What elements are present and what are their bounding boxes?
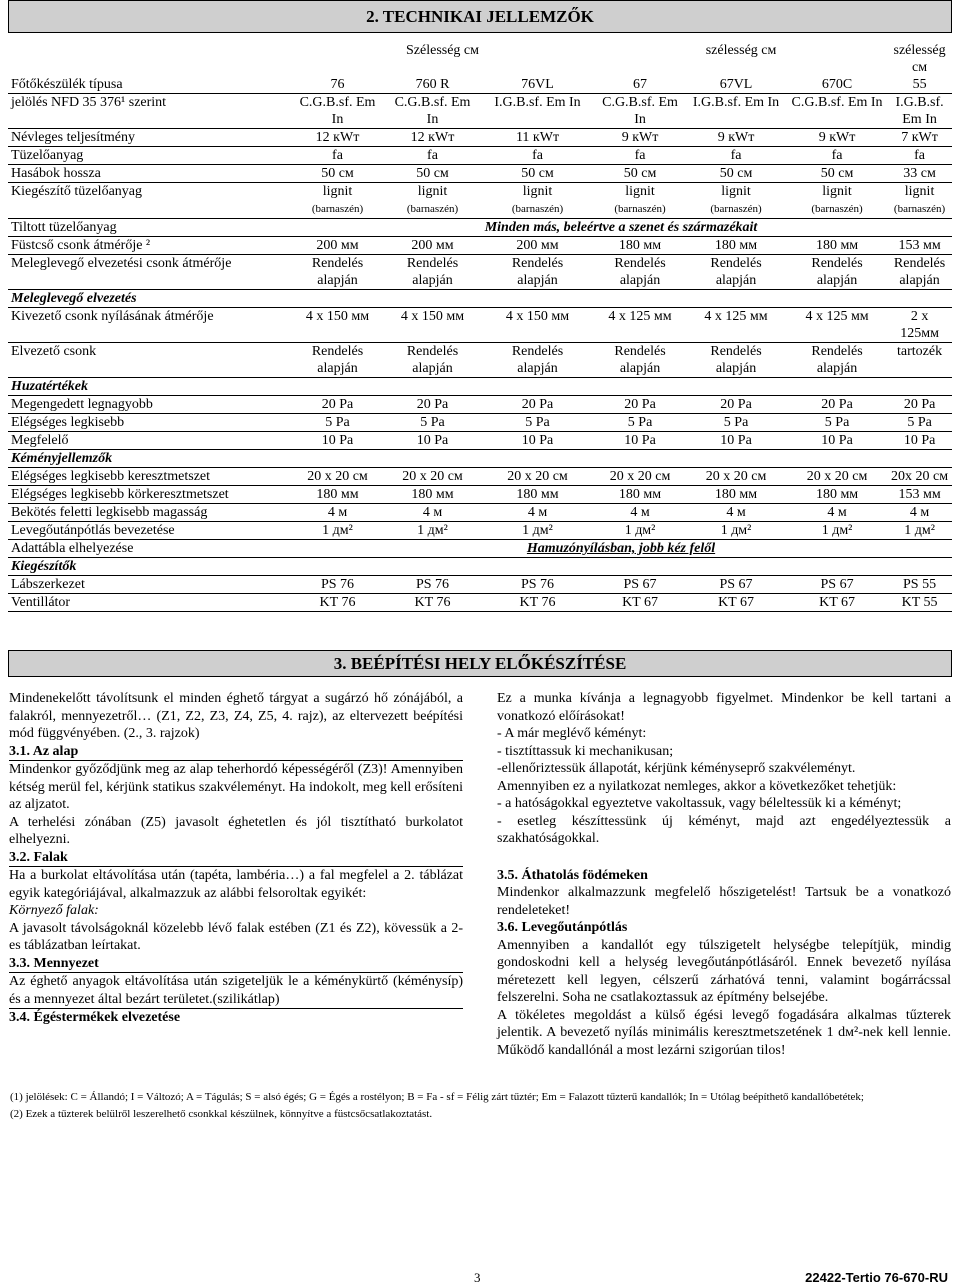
footnote-2: (2) Ezek a tűzterek belülről leszerelhető csonkkal készülnek, könnyítve a füstcsőcsatlakoztatást. [10, 1108, 433, 1120]
heading-3-4: 3.4. Égéstermékek elvezetése [9, 1008, 463, 1027]
value-cell: 5 Pa [685, 414, 787, 432]
draft-section [8, 378, 952, 396]
value-cell: fa [887, 147, 952, 165]
paragraph-3-5: Mindenkor alkalmazzunk megfelelő hőszigetelést! Tartsuk be a vonatkozó rendeleteket! [497, 885, 951, 918]
section-label: Huzatértékek [8, 378, 952, 396]
value-cell: 10 Pa [595, 432, 685, 450]
cell-text: alapján [412, 361, 453, 376]
value-cell: 20 x 20 см [595, 468, 685, 486]
row-label: Elvezető csonk [8, 343, 290, 378]
row-label: Lábszerkezet [8, 576, 290, 594]
value-cell [595, 183, 685, 219]
value-cell: 20 Pa [480, 396, 595, 414]
cell-text: alapján [715, 273, 757, 288]
footnotes [10, 1090, 950, 1124]
section-2-title: 2. TECHNIKAI JELLEMZŐK [8, 0, 952, 33]
value-cell: 20 Pa [887, 396, 952, 414]
cell-text: lignit [322, 184, 353, 199]
fan-row [8, 594, 952, 612]
paragraph-3-3: Az éghető anyagok eltávolítása után szigeteljük le a kéménykürtő (kéménysíp) és a mennyezet által bezárt területet.(szilikátlap) [9, 974, 463, 1007]
width-header: Szélesség см [406, 43, 480, 58]
list-line-4: - a hatóságokkal egyeztetve vakoltassuk, vagy béleltessük ki a kéményt; [497, 796, 902, 811]
cell-text: Rendelés [710, 344, 762, 359]
page-number: 3 [474, 1270, 481, 1285]
technical-spec-table [8, 42, 952, 612]
value-cell: 10 Pa [385, 432, 480, 450]
value-cell: 20 x 20 см [685, 468, 787, 486]
cell-text: Rendelés [406, 256, 459, 271]
value-cell: 4 x 125 мм [595, 308, 685, 343]
value-cell: 12 кWт [290, 129, 385, 147]
value-cell: 10 Pa [480, 432, 595, 450]
value-cell: 50 см [385, 165, 480, 183]
value-cell [787, 255, 887, 290]
cell-text: Rendelés [710, 256, 762, 271]
value-cell: 4 м [887, 504, 952, 522]
min-draft-row [8, 414, 952, 432]
value-cell: KT 67 [787, 594, 887, 612]
row-label: Füstcső csonk átmérője ² [8, 237, 290, 255]
value-cell: PS 76 [290, 576, 385, 594]
value-cell: fa [787, 147, 887, 165]
cell-text: lignit [721, 184, 751, 199]
outlet-row [8, 308, 952, 343]
value-cell [787, 343, 887, 378]
value-cell: 4 x 150 мм [290, 308, 385, 343]
warm-air-section [8, 290, 952, 308]
value-cell [385, 183, 480, 219]
row-label: Főtőkészülék típusa [8, 76, 290, 94]
value-cell: 20 x 20 см [480, 468, 595, 486]
value-cell: 4 x 150 мм [480, 308, 595, 343]
heading-3-3: 3.3. Mennyezet [9, 955, 463, 974]
section-label: Meleglevegő elvezetés [8, 290, 952, 308]
heading-3-6: 3.6. Levegőutánpótlás [497, 920, 628, 935]
width-header-row [8, 42, 952, 76]
value-cell: KT 67 [595, 594, 685, 612]
air-row [8, 522, 952, 540]
document-code: 22422-Tertio 76-670-RU [805, 1270, 948, 1285]
value-cell: 9 кWт [787, 129, 887, 147]
value-cell: 5 Pa [787, 414, 887, 432]
cell-text: (barnaszén) [406, 203, 459, 215]
row-label: Megengedett legnagyobb [8, 396, 290, 414]
value-cell: KT 76 [480, 594, 595, 612]
value-cell: fa [685, 147, 787, 165]
list-line-2: - tisztíttassuk ki mechanikusan; [497, 743, 674, 759]
value-cell: 5 Pa [595, 414, 685, 432]
value-cell [290, 255, 385, 290]
value-cell: 5 Pa [290, 414, 385, 432]
value-cell [595, 255, 685, 290]
left-column [9, 690, 463, 1027]
row-label: Hasábok hossza [8, 165, 290, 183]
chimney-section [8, 450, 952, 468]
value-cell: C.G.B.sf. Em In [385, 94, 480, 129]
value-cell: 153 мм [887, 486, 952, 504]
flue-row [8, 237, 952, 255]
value-cell: PS 67 [685, 576, 787, 594]
value-cell: 1 дм² [787, 522, 887, 540]
value-cell: 670C [787, 76, 887, 94]
right-paragraph-2: Amennyiben ez a nyilatkozat nemleges, akkor a következőket tehetjük: [497, 778, 897, 794]
value-cell: 1 дм² [595, 522, 685, 540]
cell-text: (barnaszén) [811, 203, 863, 215]
value-cell: 200 мм [480, 237, 595, 255]
cell-text: lignit [522, 184, 553, 199]
value-cell: 180 мм [787, 486, 887, 504]
section-3-title: 3. BEÉPÍTÉSI HELY ELŐKÉSZÍTÉSE [8, 650, 952, 677]
value-cell: PS 67 [595, 576, 685, 594]
value-cell: PS 67 [787, 576, 887, 594]
value-cell: 10 Pa [887, 432, 952, 450]
paragraph-3-2a: Ha a burkolat eltávolítása után (tapéta, lambéria…) a fal megfelel a 2. táblázat egyik kategóriájával, alkalmazzuk az alábbi felsoroltak egyikét: [9, 868, 463, 901]
value-cell: 20 x 20 см [290, 468, 385, 486]
value-cell: KT 76 [290, 594, 385, 612]
height-row [8, 504, 952, 522]
value-cell: KT 55 [887, 594, 952, 612]
row-label: Bekötés feletti legkisebb magasság [8, 504, 290, 522]
cell-text: (barnaszén) [614, 203, 666, 215]
width-header: szélesség см [893, 43, 946, 75]
cell-text: Rendelés [406, 344, 459, 359]
footnote-1: (1) jelölések: C = Állandó; I = Változó; A = Tágulás; S = alsó égés; G = Égés a rostélyon; B = Fa - sf = Félig zárt tűztér; Em = Falazott tűzterű kandallók; In = Utólag beépíthető kandallóbetétek; [10, 1091, 864, 1103]
value-cell: I.G.B.sf. Em In [480, 94, 595, 129]
row-label: Tiltott tüzelőanyag [8, 219, 290, 237]
plate-row [8, 540, 952, 558]
value-cell: 760 R [385, 76, 480, 94]
paragraph-3-1a: Mindenkor győződjünk meg az alap teherhordó képességéről (Z3)! Amennyiben kétség merül fel, kérjünk statikus szakvéleményt. Ha indokolt, meg kell erősíteni az aljzatot. [9, 762, 463, 812]
forbidden-row [8, 219, 952, 237]
row-label: jelölés NFD 35 376¹ szerint [8, 94, 290, 129]
cell-text: lignit [904, 184, 935, 199]
value-cell: 4 x 125 мм [787, 308, 887, 343]
value-cell: 180 мм [685, 237, 787, 255]
cell-text: (barnaszén) [893, 203, 946, 215]
cell-text: Rendelés [811, 344, 863, 359]
value-cell: 10 Pa [685, 432, 787, 450]
value-cell: fa [480, 147, 595, 165]
value-cell: 180 мм [595, 486, 685, 504]
row-label: Kivezető csonk nyílásának átmérője [8, 308, 290, 343]
value-cell: 33 см [887, 165, 952, 183]
value-cell: 67VL [685, 76, 787, 94]
row-label: Kiegészítő tüzelőanyag [8, 183, 290, 219]
value-cell [685, 255, 787, 290]
subheading-walls: Környező falak: [9, 903, 99, 918]
value-cell: 180 мм [480, 486, 595, 504]
value-cell: 200 мм [290, 237, 385, 255]
value-cell: 1 дм² [290, 522, 385, 540]
circ-row [8, 486, 952, 504]
cell-text: alapján [412, 273, 453, 288]
section-label: Kéményjellemzők [8, 450, 952, 468]
width-header: szélesség см [705, 43, 777, 58]
value-cell: 7 кWт [887, 129, 952, 147]
value-cell: 11 кWт [480, 129, 595, 147]
paragraph-3-2b: A javasolt távolságoknál közelebb lévő falak estében (Z1 és Z2), kövessük a 2-es táblázatban leírtakat. [9, 920, 463, 953]
value-cell: KT 67 [685, 594, 787, 612]
value-cell: C.G.B.sf. Em In [787, 94, 887, 129]
value-cell: 20x 20 см [887, 468, 952, 486]
value-cell: 4 x 150 мм [385, 308, 480, 343]
value-cell: 1 дм² [385, 522, 480, 540]
cell-text: (barnaszén) [511, 203, 564, 215]
list-line-1: - A már meglévő kéményt: [497, 726, 647, 741]
value-cell: 76VL [480, 76, 595, 94]
value-cell [887, 255, 952, 290]
cell-text: alapján [816, 273, 858, 288]
cell-text: alapján [899, 273, 940, 288]
value-cell [290, 343, 385, 378]
value-cell: fa [595, 147, 685, 165]
row-label: Adattábla elhelyezése [8, 540, 290, 558]
heading-3-2: 3.2. Falak [9, 849, 463, 868]
value-cell: tartozék [887, 343, 952, 378]
value-cell [685, 343, 787, 378]
list-line-3: -ellenőriztessük állapotát, kérjünk kéményseprő szakvéleményt. [497, 761, 856, 776]
value-cell: 20 Pa [685, 396, 787, 414]
cell-text: Rendelés [511, 344, 564, 359]
value-cell: 180 мм [685, 486, 787, 504]
cross-row [8, 468, 952, 486]
value-cell [385, 255, 480, 290]
cell-text: Rendelés [811, 256, 863, 271]
paragraph-3-6b: A tökéletes megoldást a külső égési levegő fogadására alkalmas tűzterek jelentik. A bevezető nyílás minimális keresztmetszetének 1 dм²-nek kell lennie. Működő kandallónál a most lezárni szigorúan tilos! [497, 1007, 951, 1058]
value-cell: 50 см [480, 165, 595, 183]
cell-text: Rendelés [311, 344, 364, 359]
value-cell: Hamuzónyílásban, jobb kéz felől [290, 540, 952, 558]
empty-cell [8, 42, 290, 76]
cell-text: alapján [619, 273, 661, 288]
value-cell [887, 183, 952, 219]
row-label: Elégséges legkisebb [8, 414, 290, 432]
cell-text: alapján [317, 361, 358, 376]
value-cell: 5 Pa [385, 414, 480, 432]
section-label: Kiegészítők [8, 558, 952, 576]
value-cell [290, 183, 385, 219]
value-cell: 180 мм [595, 237, 685, 255]
cell-text: lignit [625, 184, 655, 199]
value-cell [595, 343, 685, 378]
value-cell: 20 Pa [290, 396, 385, 414]
heading-3-5: 3.5. Áthatolás födémeken [497, 867, 648, 883]
value-cell: 67 [595, 76, 685, 94]
value-cell: 4 м [480, 504, 595, 522]
value-cell: 180 мм [385, 486, 480, 504]
value-cell: 50 см [290, 165, 385, 183]
value-cell: 4 м [290, 504, 385, 522]
cell-text: alapján [517, 273, 558, 288]
cell-text: alapján [517, 361, 558, 376]
cell-text: Rendelés [614, 256, 666, 271]
extra-fuel-row [8, 183, 952, 219]
cell-text: alapján [715, 361, 757, 376]
value-cell: 180 мм [787, 237, 887, 255]
row-label: Levegőutánpótlás bevezetése [8, 522, 290, 540]
value-cell: fa [385, 147, 480, 165]
value-cell: 20 x 20 см [787, 468, 887, 486]
value-cell: 4 м [595, 504, 685, 522]
value-cell: 1 дм² [887, 522, 952, 540]
value-cell: C.G.B.sf. Em In [595, 94, 685, 129]
value-cell: Minden más, beleértve a szenet és származékait [290, 219, 952, 237]
cell-text: lignit [822, 184, 852, 199]
ok-draft-row [8, 432, 952, 450]
value-cell [480, 255, 595, 290]
value-cell: 10 Pa [787, 432, 887, 450]
right-column [497, 690, 951, 1059]
power-row [8, 129, 952, 147]
value-cell [787, 183, 887, 219]
cell-text: (barnaszén) [311, 203, 364, 215]
cell-text: (barnaszén) [710, 203, 762, 215]
duct-row [8, 343, 952, 378]
value-cell: PS 76 [480, 576, 595, 594]
warm-air-row [8, 255, 952, 290]
value-cell: PS 55 [887, 576, 952, 594]
designation-row [8, 94, 952, 129]
value-cell: 50 см [787, 165, 887, 183]
type-row [8, 76, 952, 94]
value-cell: 5 Pa [887, 414, 952, 432]
value-cell: 5 Pa [480, 414, 595, 432]
value-cell: 20 Pa [787, 396, 887, 414]
value-cell: KT 76 [385, 594, 480, 612]
heading-3-1: 3.1. Az alap [9, 743, 463, 762]
cell-text: Rendelés [893, 256, 946, 271]
row-label: Elégséges legkisebb keresztmetszet [8, 468, 290, 486]
value-cell: 200 мм [385, 237, 480, 255]
value-cell: 9 кWт [685, 129, 787, 147]
right-paragraph-1: Ez a munka kívánja a legnagyobb figyelmet. Mindenkor be kell tartani a vonatkozó előírásokat! [497, 691, 951, 724]
value-cell [385, 343, 480, 378]
value-cell [685, 183, 787, 219]
cell-text: Rendelés [311, 256, 364, 271]
cell-text: Rendelés [511, 256, 564, 271]
value-cell: 12 кWт [385, 129, 480, 147]
value-cell: C.G.B.sf. Em In [290, 94, 385, 129]
value-cell [480, 343, 595, 378]
row-label: Meleglevegő elvezetési csonk átmérője [8, 255, 290, 290]
value-cell: 4 м [685, 504, 787, 522]
row-label: Névleges teljesítmény [8, 129, 290, 147]
value-cell: 153 мм [887, 237, 952, 255]
row-label: Megfelelő [8, 432, 290, 450]
value-cell: 76 [290, 76, 385, 94]
value-cell: 4 м [787, 504, 887, 522]
value-cell: 9 кWт [595, 129, 685, 147]
row-label: Elégséges legkisebb körkeresztmetszet [8, 486, 290, 504]
list-line-5: - esetleg készíttessünk új kéményt, majd azt engedélyeztessük a szakhatóságokkal. [497, 813, 951, 846]
value-cell: I.G.B.sf. Em In [887, 94, 952, 129]
cell-text: lignit [417, 184, 448, 199]
value-cell: 20 Pa [385, 396, 480, 414]
cell-text: alapján [317, 273, 358, 288]
row-label: Ventillátor [8, 594, 290, 612]
cell-text: alapján [619, 361, 661, 376]
fuel-row [8, 147, 952, 165]
value-cell: 1 дм² [685, 522, 787, 540]
value-cell: 4 м [385, 504, 480, 522]
value-cell: 1 дм² [480, 522, 595, 540]
paragraph-3-6a: Amennyiben a kandallót egy túlszigetelt helységbe telepítjük, mindig gondoskodni kell a helység levegőutánpótlásáról. Ennek bevezető nyílása méretezett kell legyen, célszerű zárhatóvá tenni, valamint bogárrácssal felszerelni. Soha ne csatlakoztassuk az építmény belsejébe. [497, 937, 951, 1005]
accessories-section [8, 558, 952, 576]
value-cell: 55 [887, 76, 952, 94]
grid-row [8, 576, 952, 594]
value-cell: 50 см [685, 165, 787, 183]
value-cell [480, 183, 595, 219]
intro-paragraph: Mindenekelőtt távolítsunk el minden éghető tárgyat a sugárzó hő zónájából, a falakról, mennyezetről… (Z1, Z2, Z3, Z4, Z5, 4. rajz), az eltervezett beépítési mód függvényében. (2., 3. rajzok) [9, 691, 463, 741]
value-cell: 20 x 20 см [385, 468, 480, 486]
log-row [8, 165, 952, 183]
value-cell: 10 Pa [290, 432, 385, 450]
value-cell: PS 76 [385, 576, 480, 594]
paragraph-3-1b: A terhelési zónában (Z5) javasolt éghetetlen és jól tisztítható burkolatot elhelyezni. [9, 814, 463, 847]
value-cell: 4 x 125 мм [685, 308, 787, 343]
row-label: Tüzelőanyag [8, 147, 290, 165]
value-cell: 2 x 125мм [887, 308, 952, 343]
value-cell: I.G.B.sf. Em In [685, 94, 787, 129]
cell-text: Rendelés [614, 344, 666, 359]
value-cell: fa [290, 147, 385, 165]
cell-text: alapján [816, 361, 858, 376]
value-cell: 180 мм [290, 486, 385, 504]
value-cell: 50 см [595, 165, 685, 183]
value-cell: 20 Pa [595, 396, 685, 414]
max-draft-row [8, 396, 952, 414]
